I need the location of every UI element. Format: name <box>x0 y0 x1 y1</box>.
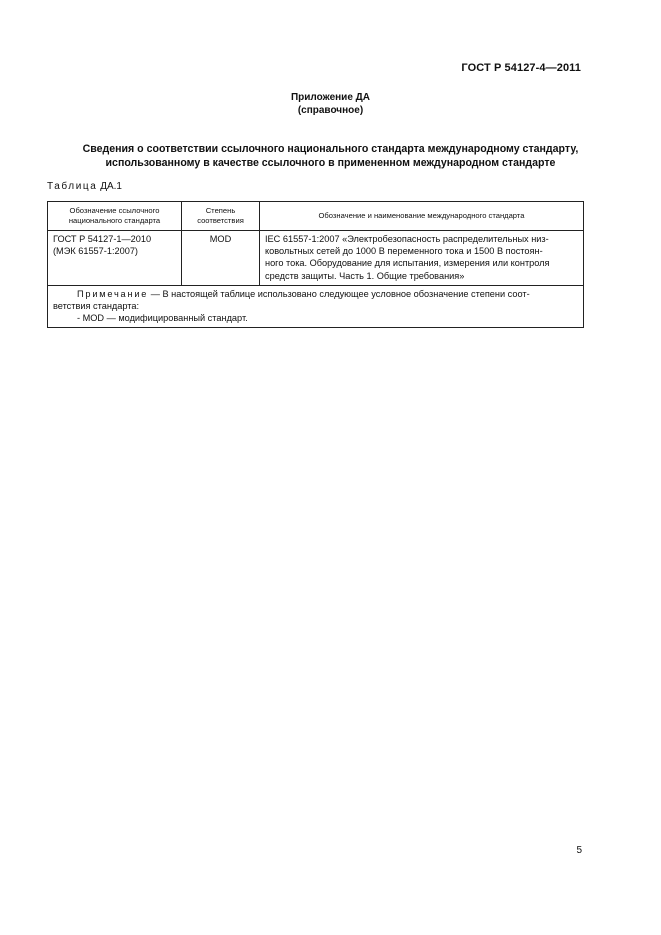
section-title-line-1: Сведения о соответствии ссылочного национального стандарта международному стандарту, <box>82 143 579 155</box>
annex-subtitle: (справочное) <box>297 105 364 116</box>
note-line-2: ветствия стандарта: <box>53 300 140 311</box>
international-name-line-2: ковольтных сетей до 1000 В переменного тока и 1500 В постоян- <box>265 246 543 257</box>
table-caption-id: ДА.1 <box>100 181 122 192</box>
note-text-1: — В настоящей таблице использовано следующее условное обозначение степени соот- <box>148 288 530 299</box>
table-header-row <box>48 202 584 231</box>
international-name-line-1: IEC 61557-1:2007 «Электробезопасность распределительных низ- <box>265 234 549 244</box>
header-international-standard: Обозначение и наименование международного стандарта <box>260 202 584 231</box>
note-text-3: - MOD — модифицированный стандарт. <box>77 312 248 323</box>
note-label: Примечание <box>77 288 149 299</box>
cell-international-name <box>260 231 584 286</box>
correspondence-table <box>47 201 584 328</box>
section-title-line-2: использованному в качестве ссылочного в примененном международном стандарте <box>105 157 556 169</box>
page-number: 5 <box>576 845 582 856</box>
header-col2-line-2: соответствия <box>197 216 244 225</box>
annex-title: Приложение ДА <box>290 92 371 103</box>
table-note-row <box>48 285 584 327</box>
international-name-line-4: средств защиты. Часть 1. Общие требования» <box>265 270 465 281</box>
header-col2-line-1: Степень <box>205 205 236 215</box>
note-line-3 <box>53 312 578 324</box>
document-code: ГОСТ Р 54127-4—2011 <box>461 62 581 74</box>
national-code-line-1: ГОСТ Р 54127-1—2010 <box>53 234 152 244</box>
header-col1-line-1: Обозначение ссылочного <box>69 205 160 215</box>
section-title <box>0 142 661 170</box>
cell-degree: MOD <box>182 231 260 286</box>
header-degree <box>182 202 260 231</box>
header-col1-line-2: национального стандарта <box>68 216 161 225</box>
table-note <box>48 285 584 327</box>
table-caption-word: Таблица <box>47 181 98 192</box>
international-name-line-3: ного тока. Оборудование для испытания, измерения или контроля <box>265 258 550 269</box>
national-code-line-2: (МЭК 61557-1:2007) <box>53 246 138 257</box>
table-caption <box>47 181 122 192</box>
header-national-standard <box>48 202 182 231</box>
table-row <box>48 231 584 286</box>
annex-heading <box>0 91 661 117</box>
note-line-1 <box>53 288 578 300</box>
cell-national-code <box>48 231 182 286</box>
